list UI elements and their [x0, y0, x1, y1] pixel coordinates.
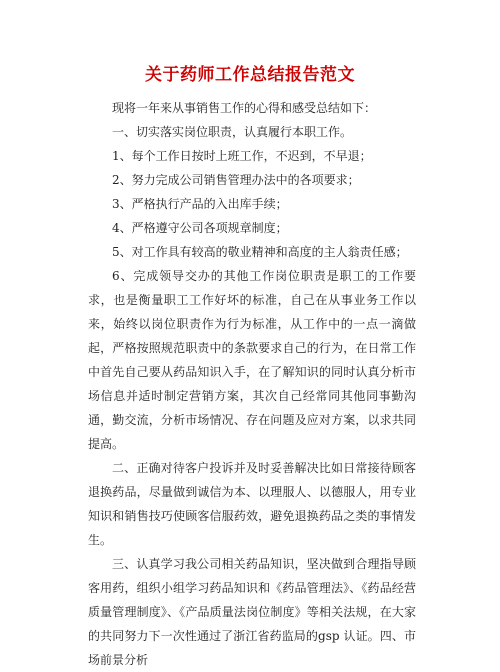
paragraph-intro: 现将一年来从事销售工作的心得和感受总结如下：: [112, 101, 377, 115]
paragraph-item-3: 3、严格执行产品的入出库手续；: [112, 197, 288, 211]
document-body: [88, 96, 416, 672]
paragraph-section-3: 三、认真学习我公司相关药品知识，坚决做到合理指导顾客用药，组织小组学习药品知识和《药品管理法》、《药品经营质量管理制度》、《产品质量法岗位制度》等相关法规，在大家的共同努力下一次性通过了浙江省药监局的gsp 认证。四、市场前景分析: [88, 557, 416, 667]
paragraph-item-2: 2、努力完成公司销售管理办法中的各项要求；: [112, 173, 360, 187]
paragraph-item-4: 4、严格遵守公司各项规章制度；: [112, 221, 288, 235]
document-title: 关于药师工作总结报告范文: [145, 65, 355, 85]
paragraph-item-6: 6、完成领导交办的其他工作岗位职责是职工的工作要求，也是衡量职工工作好坏的标准，自己在从事业务工作以来，始终以岗位职责作为行为标准，从工作中的一点一滴做起，严格按照规范职责中的条款要求自己的行为，在日常工作中首先自己要从药品知识入手，在了解知识的同时认真分析市场信息并适时制定营销方案，其次自己经常同其他同事勤沟通，勤交流，分析市场情况、存在问题及应对方案，以求共同提高。: [88, 269, 416, 451]
paragraph-section-1-heading: 一、切实落实岗位职责，认真履行本职工作。: [112, 125, 353, 139]
paragraph-section-2: 二、正确对待客户投诉并及时妥善解决比如日常接待顾客退换药品，尽量做到诚信为本、以理服人、以德服人，用专业知识和销售技巧使顾客信服药效，避免退换药品之类的事情发生。: [88, 461, 416, 547]
paragraph-item-1: 1、每个工作日按时上班工作，不迟到，不早退；: [112, 149, 372, 163]
paragraph-item-5: 5、对工作具有较高的敬业精神和高度的主人翁责任感；: [112, 245, 408, 259]
